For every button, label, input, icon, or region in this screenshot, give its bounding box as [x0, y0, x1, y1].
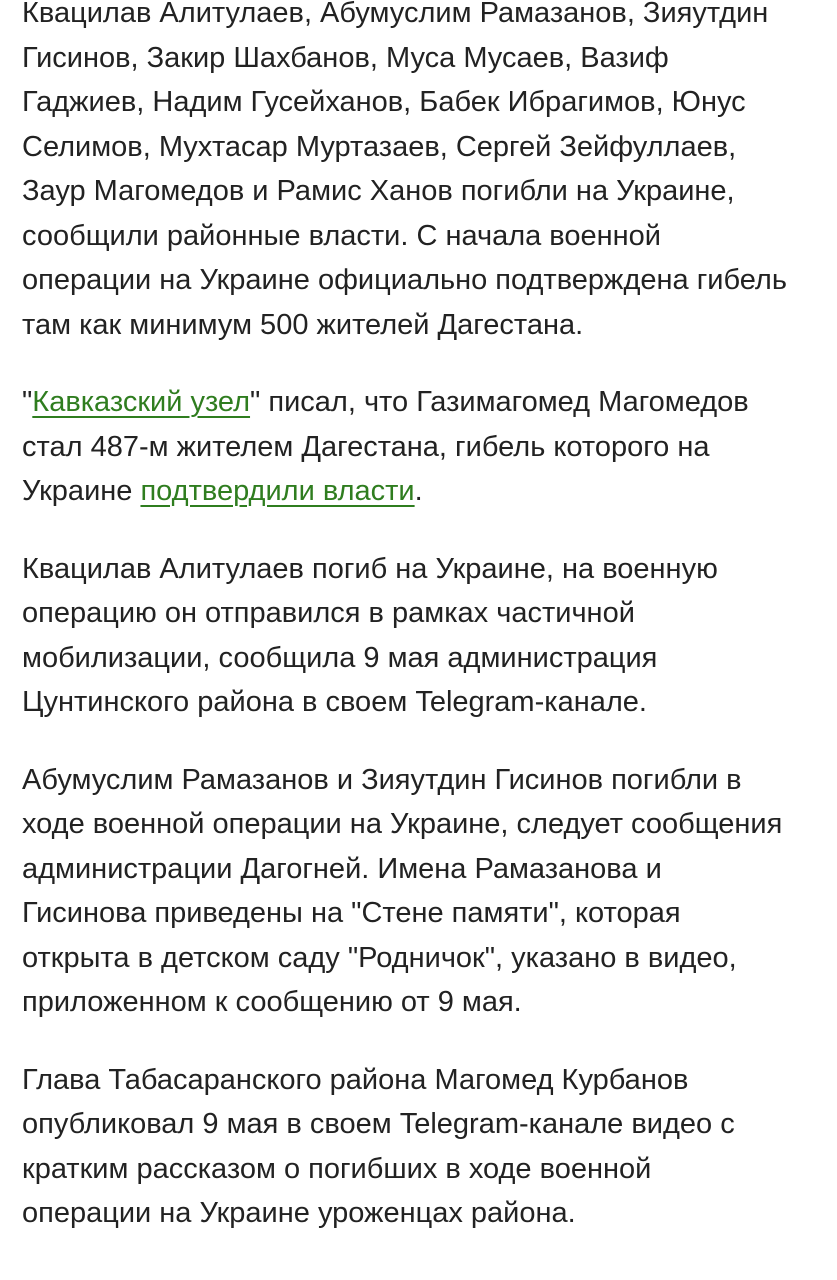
quote-open: ": [22, 386, 33, 418]
paragraph-ramazanov-gisinov: Абумуслим Рамазанов и Зияутдин Гисинов погибли в ходе военной операции на Украине, следует сообщения администрации Дагогней. Имена Рамазанова и Гисинова приведены на "Стене памяти", которая открыта в детском саду "Родничок", указано в видео, приложенном к сообщению от 9 мая.: [22, 763, 783, 1018]
article-body: [22, 0, 822, 1269]
paragraph-alitulaev: Квацилав Алитулаев погиб на Украине, на военную операцию он отправился в рамках частичной мобилизации, сообщила 9 мая администрация Цунтинского района в своем Telegram-канале.: [22, 552, 718, 718]
paragraph-kavkaz-uzel: [22, 380, 822, 514]
paragraph-casualty-list: Квацилав Алитулаев, Абумуслим Рамазанов, Зияутдин Гисинов, Закир Шахбанов, Муса Мусаев, Вазиф Гаджиев, Надим Гусейханов, Бабек Ибрагимов, Юнус Селимов, Мухтасар Муртазаев, Сергей Зейфуллаев, Заур Магомедов и Рамис Ханов погибли на Украине, сообщили районные власти. С начала военной операции на Украине официально подтверждена гибель там как минимум 500 жителей Дагестана.: [22, 0, 787, 341]
paragraph-middle-text: " писал, что Газимагомед Магомедов стал 487-м жителем Дагестана, гибель которого на Украине: [22, 386, 749, 507]
confirmed-by-authorities-link[interactable]: подтвердили власти: [140, 475, 415, 507]
paragraph-end-text: .: [414, 475, 423, 507]
paragraph-tabasaran: Глава Табасаранского района Магомед Курбанов опубликовал 9 мая в своем Telegram-канале видео с кратким рассказом о погибших в ходе военной операции на Украине уроженцах района.: [22, 1063, 735, 1229]
kavkazsky-uzel-link[interactable]: Кавказский узел: [32, 386, 251, 418]
